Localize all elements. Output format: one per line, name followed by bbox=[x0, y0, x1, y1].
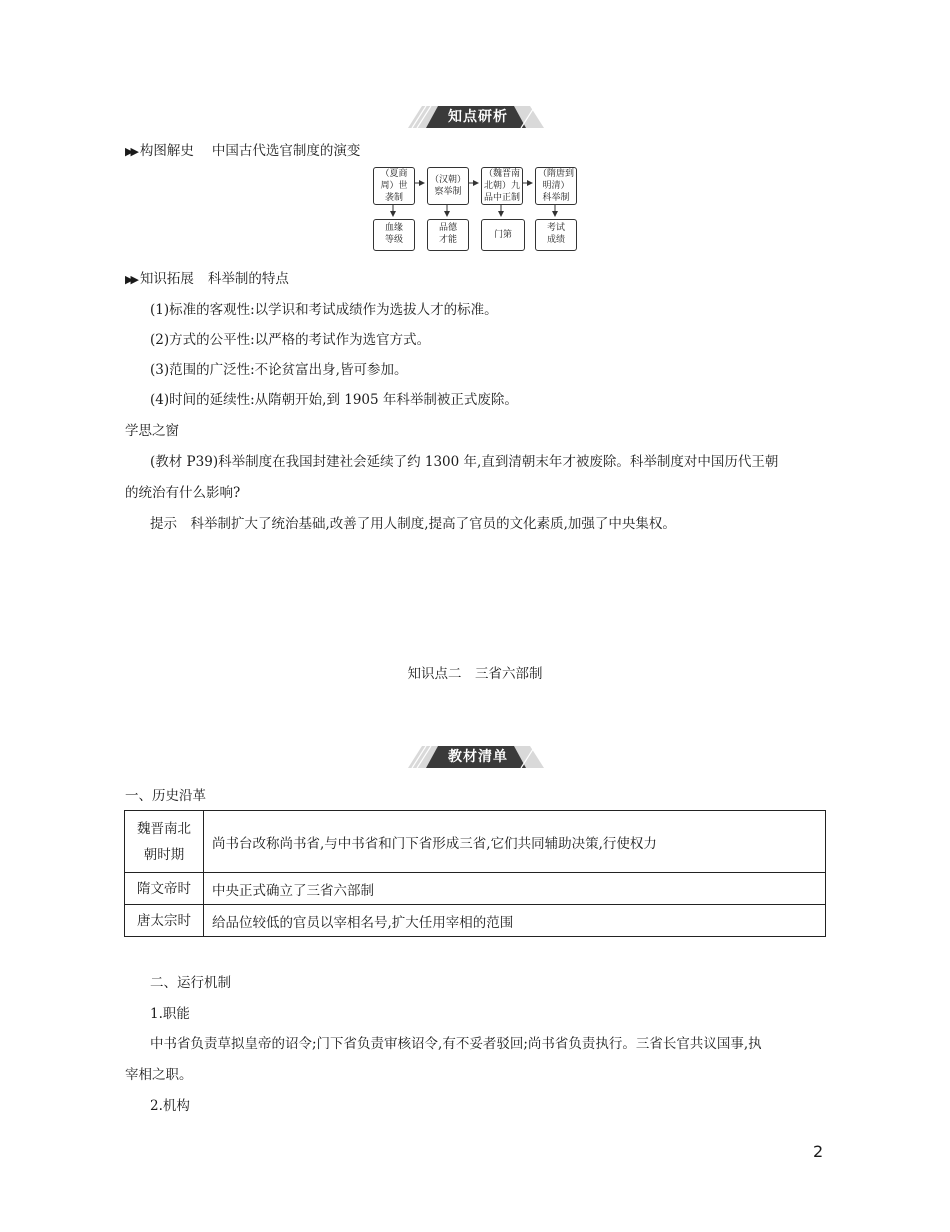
history-table bbox=[124, 810, 826, 937]
table-cell-period: 隋文帝时 bbox=[125, 873, 204, 905]
think-hint: 提示 科举制扩大了统治基础,改善了用人制度,提高了官员的文化素质,加强了中央集权。 bbox=[150, 516, 676, 532]
section-banner-zhidian bbox=[408, 106, 544, 128]
banner-title: 知点研析 bbox=[448, 109, 508, 125]
table-cell-desc: 尚书台改称尚书省,与中书省和门下省形成三省,它们共同辅助决策,行使权力 bbox=[204, 811, 826, 873]
flow-box-chajuzhi: （汉朝） 察举制 bbox=[427, 167, 469, 205]
subheading-institution: 2.机构 bbox=[150, 1098, 190, 1114]
flow-box-xueyuan: 血缘 等级 bbox=[373, 219, 415, 251]
item-label: 知识拓展 bbox=[139, 271, 194, 287]
table-cell-desc: 中央正式确立了三省六部制 bbox=[204, 873, 826, 905]
point-3: (3)范围的广泛性:不论贫富出身,皆可参加。 bbox=[150, 362, 408, 378]
subheading-function: 1.职能 bbox=[150, 1006, 190, 1022]
point-4: (4)时间的延续性:从隋朝开始,到 1905 年科举制被正式废除。 bbox=[150, 392, 518, 408]
think-question-line1: (教材 P39)科举制度在我国封建社会延续了约 1300 年,直到清朝末年才被废除。科举制度对中国历代王朝 bbox=[150, 454, 779, 470]
think-window-title: 学思之窗 bbox=[125, 423, 179, 439]
function-line1: 中书省负责草拟皇帝的诏令;门下省负责审核诏令,有不妥者驳回;尚书省负责执行。三省长官共议国事,执 bbox=[150, 1036, 762, 1052]
table-row bbox=[125, 811, 826, 873]
point-2: (2)方式的公平性:以严格的考试作为选官方式。 bbox=[150, 332, 431, 348]
flow-box-jiupinzhongzheng: （魏晋南 北朝）九 品中正制 bbox=[481, 167, 523, 205]
section-banner-jiaocai bbox=[408, 746, 544, 768]
section-heading-sansheng: 知识点二 三省六部制 bbox=[407, 666, 543, 682]
function-line2: 宰相之职。 bbox=[125, 1067, 193, 1083]
table-row bbox=[125, 873, 826, 905]
think-question-line2: 的统治有什么影响? bbox=[125, 485, 241, 501]
table-cell-desc: 给品位较低的官员以宰相名号,扩大任用宰相的范围 bbox=[204, 905, 826, 937]
part2-title: 二、运行机制 bbox=[150, 975, 231, 991]
table-row bbox=[125, 905, 826, 937]
flow-box-shishizhi: （夏商 周）世 袭制 bbox=[373, 167, 415, 205]
arrow-marker-icon: ▶▶ bbox=[125, 273, 136, 286]
flow-box-mendi: 门第 bbox=[481, 219, 525, 251]
item-title: 中国古代选官制度的演变 bbox=[211, 143, 361, 159]
flow-box-kaoshi: 考试 成绩 bbox=[535, 219, 577, 251]
item-label: 构图解史 bbox=[139, 143, 194, 159]
item-structure-history bbox=[125, 139, 360, 159]
table-cell-period: 唐太宗时 bbox=[125, 905, 204, 937]
item-title: 科举制的特点 bbox=[207, 271, 289, 287]
banner-title: 教材清单 bbox=[448, 749, 508, 765]
part1-title: 一、历史沿革 bbox=[125, 788, 206, 804]
item-knowledge-extension bbox=[125, 267, 289, 287]
page-number: 2 bbox=[813, 1142, 824, 1161]
point-1: (1)标准的客观性:以学识和考试成绩作为选拔人才的标准。 bbox=[150, 302, 498, 318]
flow-box-kejuzhi: （隋唐到 明清） 科举制 bbox=[535, 167, 577, 205]
arrow-marker-icon: ▶▶ bbox=[125, 145, 136, 158]
table-cell-period: 魏晋南北 朝时期 bbox=[125, 811, 204, 873]
flow-box-pinde: 品德 才能 bbox=[427, 219, 469, 251]
